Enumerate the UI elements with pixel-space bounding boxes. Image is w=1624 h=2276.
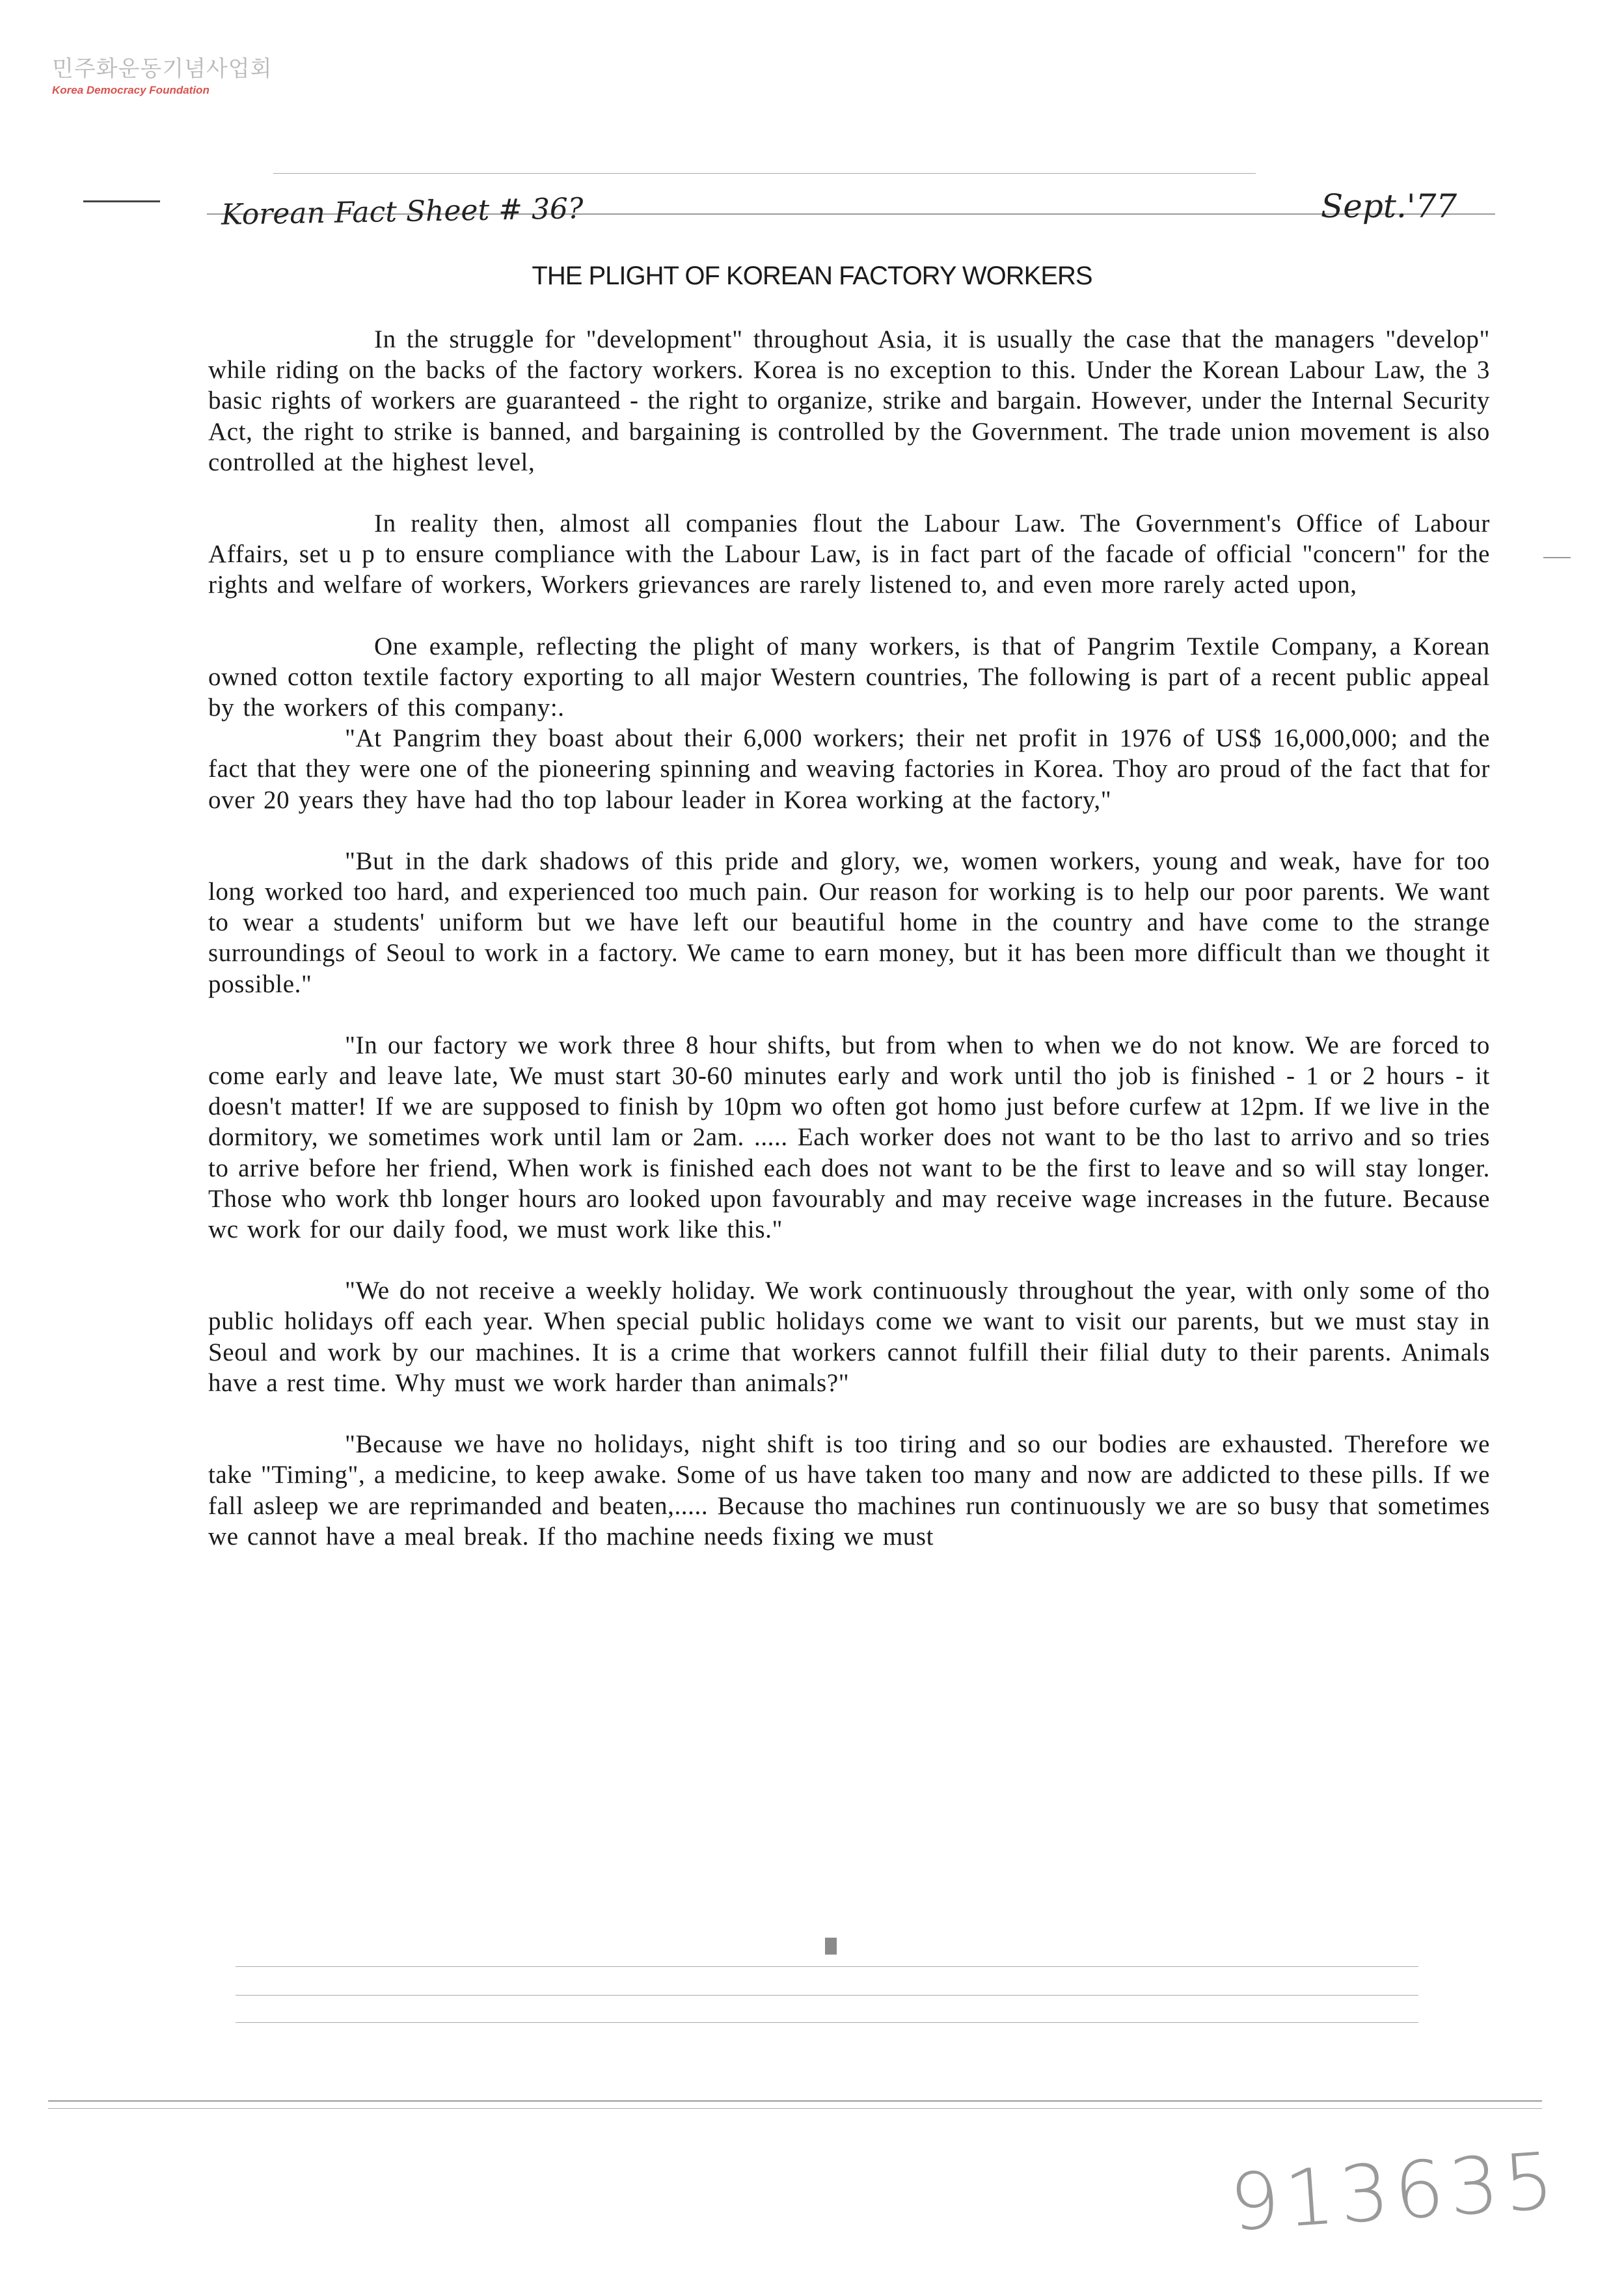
margin-dash <box>1543 557 1571 558</box>
watermark-korean-text: 민주화운동기념사업회 <box>52 56 273 82</box>
quote-holidays: "We do not receive a weekly holiday. We work continuously throughout the year, with only some of tho public holidays off each year. When special public holidays come we want to visit our parents, but we must stay in Seoul and work by our machines. It is a crime that workers cannot fulfill their filial duty to their parents. Animals have a rest time. Why must we work harder than animals?" <box>208 1277 1490 1397</box>
quote-dark-shadows: "But in the dark shadows of this pride and glory, we, women workers, young and weak, have for too long worked too hard, and experienced too much pain. Our reason for working is to help our poor parents. We want to wear a students' uniform but we have left our beautiful home in the country and have come to the strange surroundings of Seoul to work in a factory. We came to earn money, but it has been more difficult than we thought it possible." <box>208 847 1490 998</box>
quote-shifts: "In our factory we work three 8 hour shifts, but from when to when we do not know. We are forced to come early and leave late, We must start 30-60 minutes early and work until tho job is finished - 1 or 2 hours - it doesn't matter! If we are supposed to finish by 10pm wo often got homo just before curfew at 12pm. If we live in the dormitory, we sometimes work until lam or 2am. ..... Each worker does not want to be tho last to arrivo and so tries to arrive before her friend, When work is finished each does not want to be the first to leave and so will stay longer. Those who work thb longer hours aro looked upon favourably and may receive wage increases in the future. Because wc work for our daily food, we must work like this." <box>208 1031 1490 1244</box>
quote-exhaustion: "Because we have no holidays, night shift is too tiring and so our bodies are exhausted. Therefore we take "Timing", a medicine, to keep awake. Some of us have taken too many and now are addicted to these pills. If we fall asleep we are reprimanded and beaten,..... Because tho machines run continuously we are so busy that sometimes we cannot have a meal break. If tho machine needs fixing we must <box>208 1430 1490 1551</box>
left-mark-dash <box>83 200 160 202</box>
bottom-rule-2 <box>236 1995 1418 1996</box>
top-rule <box>273 173 1256 174</box>
handwritten-archive-number: 913635 <box>1226 2135 1562 2249</box>
bottom-rule-5 <box>48 2108 1542 2109</box>
bottom-rule-4 <box>48 2100 1542 2102</box>
handwritten-date-note: Sept.'77 <box>1321 187 1457 225</box>
document-title: THE PLIGHT OF KOREAN FACTORY WORKERS <box>532 262 1092 290</box>
bottom-rule-3 <box>236 2022 1418 2023</box>
paragraph-pangrim-example: One example, reflecting the plight of many workers, is that of Pangrim Textile Company, a Korean owned cotton textile factory exporting to all major Western countries, The following is part of a recent public appeal by the workers of this company:. <box>208 632 1490 722</box>
bottom-rule-1 <box>236 1966 1418 1967</box>
foundation-watermark <box>52 51 272 97</box>
document-body <box>208 324 1490 1552</box>
handwritten-fact-sheet-note: Korean Fact Sheet # 36? <box>221 192 584 232</box>
page-marker <box>825 1938 837 1955</box>
quote-pangrim-boast: "At Pangrim they boast about their 6,000 workers; their net profit in 1976 of US$ 16,000,000; and the fact that they were one of the pioneering spinning and weaving factories in Korea. Thoy aro proud of the fact that for over 20 years they have had tho top labour leader in Korea working at the factory," <box>208 724 1490 814</box>
watermark-english-text: Korea Democracy Foundation <box>52 84 210 96</box>
paragraph-labour-law: In reality then, almost all companies flout the Labour Law. The Government's Office of Labour Affairs, set u p to ensure compliance with the Labour Law, is in fact part of the facade of official "concern" for the rights and welfare of workers, Workers grievances are rarely listened to, and even more rarely acted upon, <box>208 509 1490 599</box>
paragraph-intro: In the struggle for "development" throughout Asia, it is usually the case that the managers "develop" while riding on the backs of the factory workers. Korea is no exception to this. Under the Korean Labour Law, the 3 basic rights of workers are guaranteed - the right to organize, strike and bargain. However, under the Internal Security Act, the right to strike is banned, and bargaining is controlled by the Government. The trade union movement is also controlled at the highest level, <box>208 325 1490 476</box>
